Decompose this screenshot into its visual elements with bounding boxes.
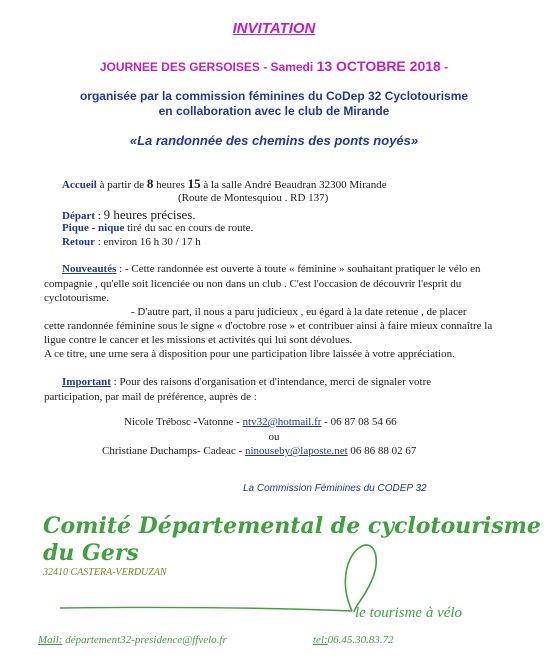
page-title: INVITATION (232, 20, 316, 37)
contact-name: Nicole Trébosc -Vatonne - (124, 416, 243, 428)
mail-label: Mail: (38, 634, 63, 646)
accueil-text: à partir de (96, 179, 147, 191)
important-line-2: participation, par mail de préférence, auprès de : (44, 391, 257, 403)
depart-text: heures précises. (110, 207, 196, 222)
organizer-line: organisée par la commission féminines du CoDep 32 Cyclotourisme (79, 89, 469, 103)
nouveautes-text-1: : - Cette randonnée est ouverte à toute « féminine » souhaitant pratiquer le vélo en (116, 263, 481, 275)
slogan: le tourisme à vélo (355, 605, 463, 621)
footer-mail (38, 634, 227, 646)
important-label: Important (62, 376, 111, 388)
depart-hour: 9 (103, 207, 111, 222)
collaboration-line: en collaboration avec le club de Mirande (158, 104, 390, 118)
pique-text: tiré du sac en cours de route. (124, 222, 254, 234)
nouveautes-label: Nouveautés (62, 263, 117, 275)
subtitle-suffix: - (440, 60, 449, 74)
contact-email-link[interactable]: ntv32@hotmail.fr (242, 416, 322, 428)
pique-line (62, 222, 253, 234)
comite-address: 32410 CASTERA-VERDUZAN (43, 567, 167, 578)
nouveautes-line-5: cette randonnée féminine sous le signe « d'octobre rose » et contribuer ainsi à faire mieux connaître la (44, 320, 493, 332)
accueil-label: Accueil (62, 179, 97, 191)
accueil-text-2: heures (153, 179, 188, 191)
accueil-minutes: 15 (187, 176, 201, 191)
nouveautes-line-4: - D'autre part, il nous a paru judicieux , eu égard à la date retenue , de placer (131, 306, 467, 318)
nouveautes-line-7: A ce titre, une urne sera à disposition pour une participation libre laissée à votre appréciation. (44, 348, 455, 360)
retour-text: : environ 16 h 30 / 17 h (95, 236, 201, 248)
tel-value: 06.45.30.83.72 (327, 634, 394, 646)
nouveautes-line-6: ligue contre le cancer et les missions et activités qui lui sont dévolues. (44, 334, 353, 346)
accueil-place: à la salle André Beaudran 32300 Mirande (200, 179, 387, 191)
depart-sep: : (95, 210, 104, 222)
accueil-line (62, 176, 387, 192)
mail-link[interactable]: département32-presidence@ffvelo.fr (62, 634, 227, 646)
accueil-hour: 8 (146, 176, 154, 191)
retour-label: Retour (62, 236, 95, 248)
contact-row (124, 416, 397, 428)
subtitle-prefix: JOURNEE DES GERSOISES - Samedi (99, 60, 317, 74)
event-date: 13 OCTOBRE 2018 (316, 58, 441, 74)
signature: La Commission Féminines du CODEP 32 (243, 483, 427, 494)
contact-phone: 06 86 88 02 67 (347, 445, 417, 457)
important-text-1: : Pour des raisons d'organisation et d'intendance, merci de signaler votre (110, 376, 432, 388)
route-line: (Route de Montesquiou . RD 137) (178, 192, 329, 204)
ride-theme: «La randonnée des chemins des ponts noyés» (129, 133, 419, 148)
contact-email-link[interactable]: ninouseby@laposte.net (244, 445, 348, 457)
contact-row (102, 445, 416, 457)
nouveautes-line-1 (62, 263, 481, 275)
event-subtitle (0, 58, 548, 74)
comite-name-line-1: Comité Départemental de cyclotourisme (43, 513, 541, 539)
depart-label: Départ (62, 210, 95, 222)
important-line-1 (62, 376, 431, 388)
footer-tel (313, 634, 394, 646)
tel-label: tel: (313, 634, 328, 646)
contact-separator: ou (268, 431, 280, 443)
depart-line (62, 207, 196, 223)
retour-line (62, 236, 201, 248)
pique-label: Pique - nique (62, 222, 125, 234)
comite-name-line-2: du Gers (43, 540, 139, 566)
contact-name: Christiane Duchamps- Cadeac - (102, 445, 245, 457)
contact-phone: - 06 87 08 54 66 (321, 416, 397, 428)
nouveautes-line-3: cyclotourisme. (44, 292, 110, 304)
nouveautes-line-2: compagnie , qu'elle soit licenciée ou non dans un club . C'est l'occasion de découvrir l'esprit du (44, 278, 462, 290)
